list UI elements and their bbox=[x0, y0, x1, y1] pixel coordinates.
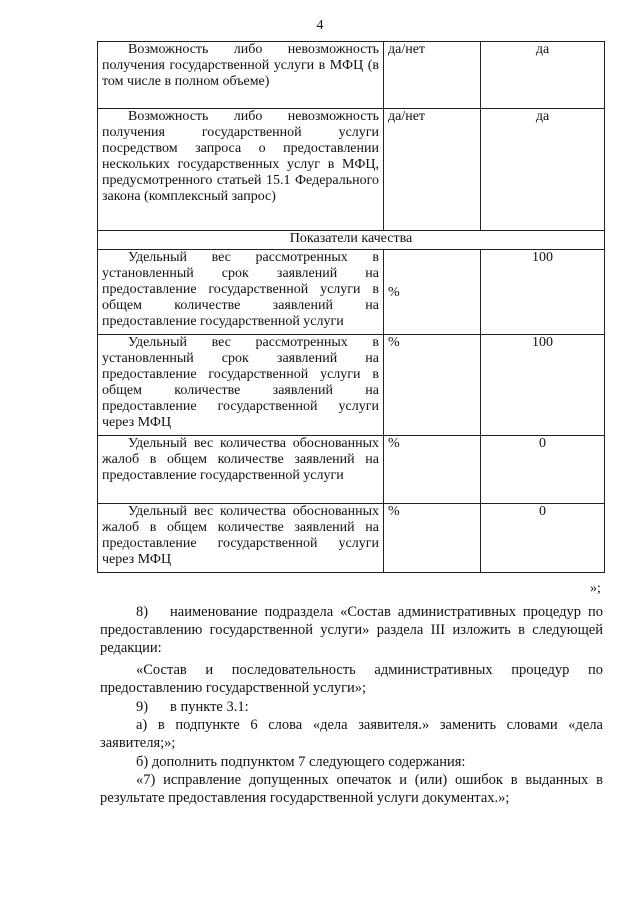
indicator-value: да bbox=[481, 42, 605, 109]
indicator-value: да bbox=[481, 109, 605, 231]
indicator-value: 100 bbox=[481, 335, 605, 436]
paragraph-text: в пункте 3.1: bbox=[170, 699, 249, 715]
paragraph-8 bbox=[100, 603, 603, 657]
indicator-unit: да/нет bbox=[384, 42, 481, 109]
paragraph-text: наименование подраздела «Состав административных процедур по предоставлению государственной услуги» раздела III изложить в следующей редакции: bbox=[100, 604, 603, 656]
item-number: 8) bbox=[136, 604, 149, 620]
indicator-name: Удельный вес количества обоснованных жалоб в общем количестве заявлений на предоставление государственной услуги через МФЦ bbox=[98, 504, 384, 573]
indicator-name: Удельный вес количества обоснованных жалоб в общем количестве заявлений на предоставление государственной услуги bbox=[98, 436, 384, 504]
paragraph-8-quote: «Состав и последовательность административных процедур по предоставлению государственной услуги»; bbox=[100, 662, 603, 696]
indicator-value: 0 bbox=[481, 436, 605, 504]
paragraph-9-a: а) в подпункте 6 слова «дела заявителя.» заменить словами «дела заявителя;»; bbox=[100, 717, 603, 751]
paragraph-9-b: б) дополнить подпунктом 7 следующего содержания: bbox=[136, 754, 466, 770]
indicator-unit: да/нет bbox=[384, 109, 481, 231]
section-title: Показатели качества bbox=[98, 231, 605, 250]
page-number: 4 bbox=[316, 18, 324, 33]
closing-quote: »; bbox=[590, 581, 601, 596]
paragraph-9 bbox=[100, 698, 603, 716]
indicator-value: 100 bbox=[481, 250, 605, 335]
table-row bbox=[98, 109, 605, 231]
item-number: 9) bbox=[136, 699, 149, 715]
table-row bbox=[98, 335, 605, 436]
indicator-name: Возможность либо невозможность получения государственной услуги посредством запроса о предоставлении нескольких государственных услуг в МФЦ, предусмотренного статьей 15.1 Федерального закона (комплексный запрос) bbox=[98, 109, 384, 231]
indicator-value: 0 bbox=[481, 504, 605, 573]
indicator-unit: % bbox=[384, 250, 481, 335]
indicator-name: Удельный вес рассмотренных в установленный срок заявлений на предоставление государственной услуги в общем количестве заявлений на предоставление государственной услуги через МФЦ bbox=[98, 335, 384, 436]
table-row bbox=[98, 504, 605, 573]
indicator-unit: % bbox=[384, 436, 481, 504]
section-row bbox=[98, 231, 605, 250]
indicators-table bbox=[97, 41, 605, 573]
indicator-unit: % bbox=[384, 504, 481, 573]
indicator-name: Удельный вес рассмотренных в установленный срок заявлений на предоставление государственной услуги в общем количестве заявлений на предоставление государственной услуги bbox=[98, 250, 384, 335]
paragraph-9-b-quote: «7) исправление допущенных опечаток и (или) ошибок в выданных в результате предоставления государственной услуги документах.»; bbox=[100, 772, 603, 806]
table-row bbox=[98, 250, 605, 335]
table-row bbox=[98, 436, 605, 504]
table-row bbox=[98, 42, 605, 109]
indicator-name: Возможность либо невозможность получения государственной услуги в МФЦ (в том числе в полном объеме) bbox=[98, 42, 384, 109]
indicator-unit: % bbox=[384, 335, 481, 436]
